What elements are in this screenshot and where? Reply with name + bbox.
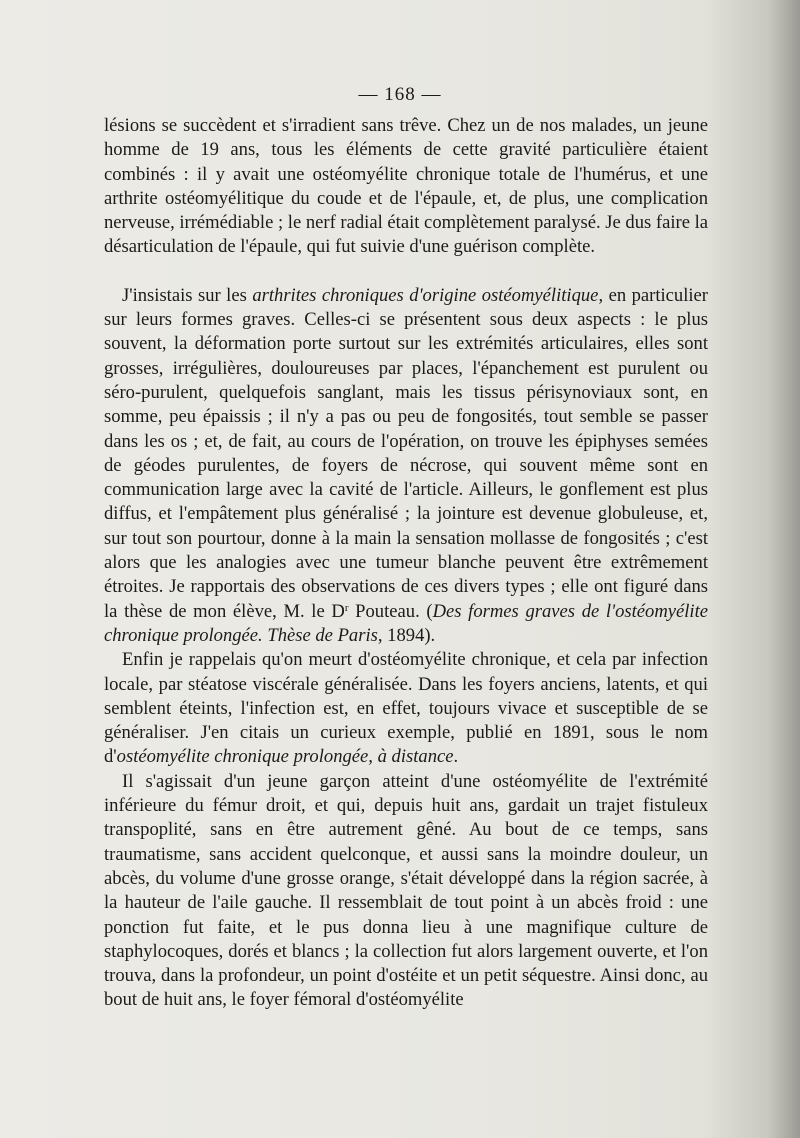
body-text [104,114,708,1013]
paragraph-3-text-b: . [453,746,459,768]
paragraph-3 [104,648,708,769]
page-number: — 168 — [358,84,442,105]
paragraph-4: Il s'agissait d'un jeune garçon atteint d'une ostéomyélite de l'extrémité inférieure du fémur droit, et qui, depuis huit ans, gardait un trajet fistuleux transpoplité, sans en être autrement gêné. Au bout de ce temps, sans traumatisme, sans accident quelconque, et aussi sans la moindre douleur, un abcès, du volume d'une grosse orange, s'était développé dans la région sacrée, à la hauteur de l'aile gauche. Il ressemblait de tout point à un abcès froid : une ponction fut faite, et le pus donna lieu à une magnifique culture de staphylocoques, dorés et blancs ; la collection fut alors largement ouverte, et l'on trouva, dans la profondeur, un point d'ostéite et un petit séquestre. Ainsi donc, au bout de huit ans, le foyer fémoral d'ostéomyélite [104,770,708,1011]
paragraph-2-italic-b: Des formes graves de l'ostéomyélite chronique prolongée. Thèse de Paris [104,600,709,646]
paragraph-2-text-d: , 1894). [377,624,436,646]
paragraph-3-italic: ostéomyélite chronique prolongée, à distance [116,746,454,768]
paragraph-1: lésions se succèdent et s'irradient sans trêve. Chez un de nos malades, un jeune homme de 19 ans, tous les éléments de cette gravité particulière étaient combinés : il y avait une ostéomyélite chronique totale de l'humérus, et une arthrite ostéomyélitique du coude et de l'épaule, et, de plus, une complication nerveuse, irrémédiable ; le nerf radial était complètement paralysé. Je dus faire la désarticulation de l'épaule, qui fut suivie d'une guérison complète. [104,115,709,258]
paragraph-2 [104,284,708,648]
paragraph-2-text-b: , en particulier sur leurs formes graves. Celles-ci se présentent sous deux aspects : le plus souvent, la déformation porte surtout sur les extrémités articulaires, elles sont grosses, irrégulières, douloureuses par places, l'épanchement est purulent ou séro-purulent, quelquefois sanglant, mais les tissus périsynoviaux sont, en somme, peu épaissis ; il n'y a pas ou peu de fongosités, tout semble se passer dans les os ; et, de fait, au cours de l'opération, on trouve les épiphyses semées de géodes purulentes, de foyers de nécrose, qui souvent même sont en communication large avec la cavité de l'article. Ailleurs, le gonflement est plus diffus, et l'empâtement plus généralisé ; la jointure est devenue globuleuse, et, sur tout son pourtour, donne à la main la sensation mollasse de fongosités ; c'est alors que les analogies avec une tumeur blanche peuvent être extrêmement étroites. Je rapportais des observations de ces divers types ; elle ont figuré dans la thèse de mon élève, M. le D [104,284,708,622]
paragraph-2-italic-a: arthrites chroniques d'origine ostéomyélitique [252,284,599,306]
paragraph-2-text-c: Pouteau. ( [348,600,433,622]
paragraph-2-text-a: J'insistais sur les [122,284,253,306]
paragraph-3-text-a: Enfin je rappelais qu'on meurt d'ostéomyélite chronique, et cela par infection locale, par stéatose viscérale généralisée. Dans les foyers anciens, latents, et qui semblent éteints, l'infection est, en effet, toujours vivace et susceptible de se généraliser. J'en citais un curieux exemple, publié en 1891, sous le nom d' [104,649,708,768]
paragraph-2-superscript: r [344,601,349,614]
